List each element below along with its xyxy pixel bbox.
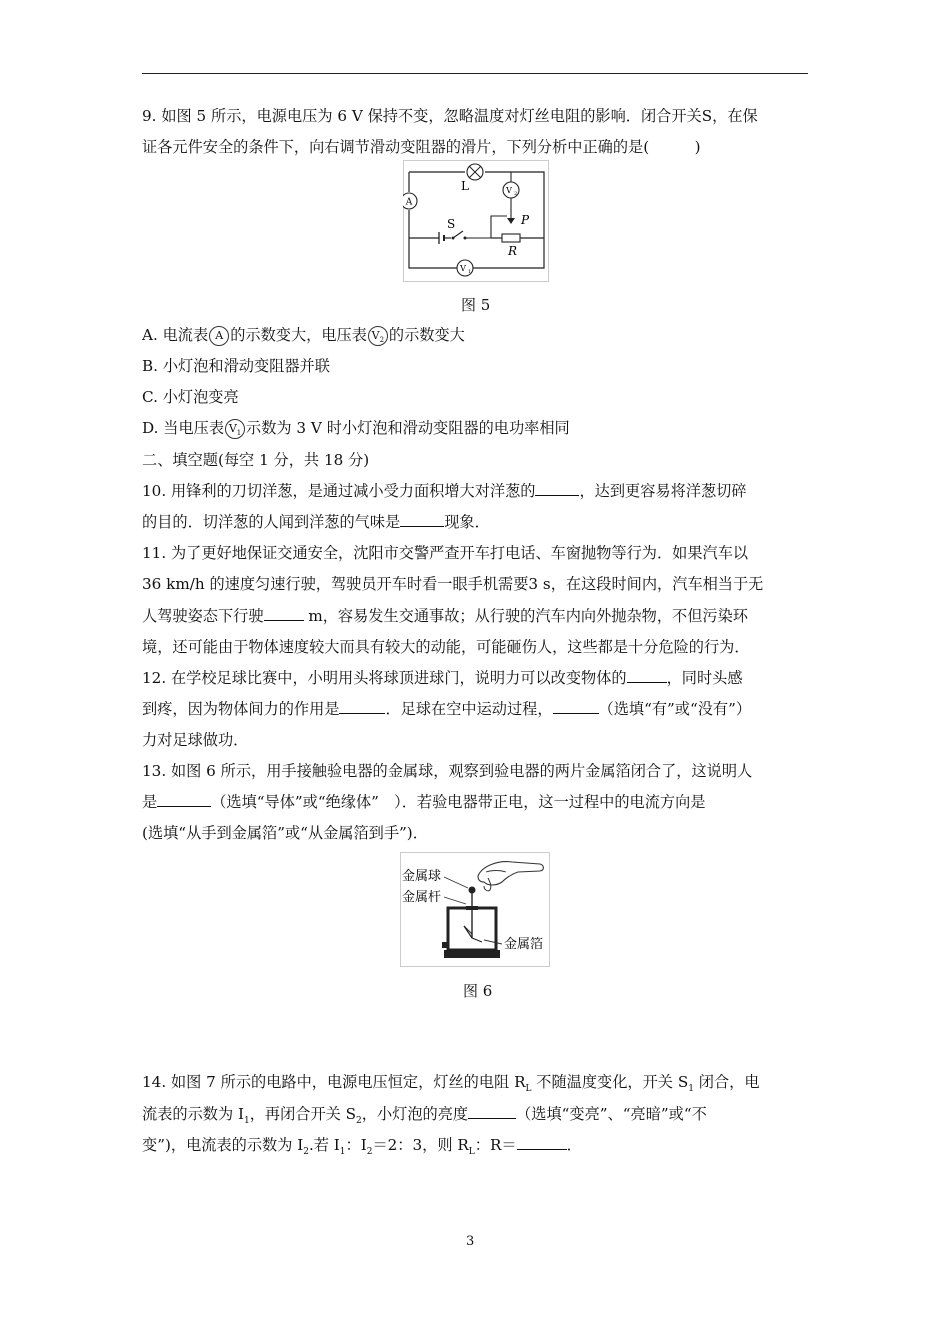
figure-6-electroscope: [400, 852, 550, 967]
svg-text:金属球: 金属球: [402, 869, 442, 884]
svg-text:R: R: [508, 244, 518, 258]
q9-option-b: B. 小灯泡和滑动变阻器并联: [142, 357, 330, 375]
figure-6-caption: 图 6: [463, 982, 493, 1000]
hand-icon: [478, 862, 543, 885]
answer-blank[interactable]: [400, 512, 444, 527]
q12-line2: 到疼，因为物体间力的作用是 ．足球在空中运动过程， （选填“有”或“没有”）: [142, 700, 752, 718]
svg-text:金属箔: 金属箔: [504, 937, 544, 952]
q11-line2: 36 km/h 的速度匀速行驶，驾驶员开车时看一眼手机需要3 s，在这段时间内，汽车相当于无: [142, 575, 764, 593]
q11-line3: 人驾驶姿态下行驶 m，容易发生交通事故；从行驶的汽车内向外抛杂物，不但污染环: [142, 607, 748, 625]
q9-option-a: A. 电流表 A 的示数变大，电压表 $V_2$ 的示数变大: [142, 326, 465, 345]
answer-blank[interactable]: [468, 1104, 516, 1119]
svg-text:P: P: [521, 213, 530, 227]
figure-5-caption: 图 5: [461, 296, 491, 314]
svg-text:V: V: [506, 186, 512, 195]
svg-text:A: A: [405, 197, 413, 208]
voltmeter-v1-icon: $V_1$: [225, 419, 245, 439]
svg-text:S: S: [447, 217, 456, 231]
q13-line2: 是 （选填“导体”或“绝缘体” ）．若验电器带正电，这一过程中的电流方向是: [142, 793, 706, 811]
answer-blank[interactable]: [517, 1135, 567, 1150]
q14-line3: 变”)，电流表的示数为 $I_2$.若 $I_1$：$I_2=2$：3，则 $R_L$：R＝ ．: [142, 1136, 582, 1158]
q13-line1: 13. 如图 6 所示，用手接触验电器的金属球，观察到验电器的两片金属箔闭合了，这说明人: [142, 762, 753, 780]
header-rule: [142, 73, 808, 74]
svg-text:1: 1: [468, 269, 472, 275]
answer-blank[interactable]: [264, 606, 304, 621]
q14-line2: 流表的示数为 $I_1$，再闭合开关 $S_2$，小灯泡的亮度 （选填“变亮”、“亮暗”或“不: [142, 1105, 707, 1127]
q10-line1: 10. 用锋利的刀切洋葱，是通过减小受力面积增大对洋葱的 ，达到更容易将洋葱切碎: [142, 482, 747, 500]
answer-blank[interactable]: [535, 481, 579, 496]
q12-line3: 力对足球做功．: [142, 731, 249, 749]
svg-text:V: V: [460, 264, 466, 273]
q11-line4: 境，还可能由于物体速度较大而具有较大的动能，可能砸伤人，这些都是十分危险的行为．: [142, 638, 750, 656]
q11-line1: 11. 为了更好地保证交通安全，沈阳市交警严查开车打电话、车窗抛物等行为．如果汽车以: [142, 544, 749, 562]
q14-line1: 14. 如图 7 所示的电路中，电源电压恒定，灯丝的电阻 $R_L$ 不随温度变化，开关 $S_1$ 闭合，电: [142, 1073, 760, 1095]
q13-line3: (选填“从手到金属箔”或“从金属箔到手”)．: [142, 824, 428, 842]
svg-text:2: 2: [514, 191, 518, 197]
page-number: 3: [466, 1234, 475, 1249]
rheostat-symbol: [502, 234, 520, 242]
q9-line2: 证各元件安全的条件下，向右调节滑动变阻器的滑片，下列分析中正确的是( ): [142, 138, 701, 156]
ammeter-icon: A: [209, 326, 229, 346]
q12-line1: 12. 在学校足球比赛中，小明用头将球顶进球门，说明力可以改变物体的 ，同时头感: [142, 669, 743, 687]
section-2-heading: 二、填空题(每空 1 分，共 18 分): [142, 451, 370, 469]
q9-line1: 9. 如图 5 所示，电源电压为 6 V 保持不变，忽略温度对灯丝电阻的影响．闭合开关S，在保: [142, 107, 758, 125]
svg-text:L: L: [461, 179, 469, 193]
answer-blank[interactable]: [339, 699, 385, 714]
figure-5-circuit: [403, 160, 549, 282]
answer-blank[interactable]: [553, 699, 599, 714]
q9-option-d: D. 当电压表 $V_1$ 示数为 3 V 时小灯泡和滑动变阻器的电功率相同: [142, 419, 570, 438]
svg-text:金属杆: 金属杆: [402, 890, 442, 905]
voltmeter-v2-icon: $V_2$: [368, 326, 388, 346]
q10-line2: 的目的．切洋葱的人闻到洋葱的气味是 现象．: [142, 513, 490, 531]
q9-option-c: C. 小灯泡变亮: [142, 388, 239, 406]
answer-blank[interactable]: [627, 668, 667, 683]
answer-blank[interactable]: [157, 792, 211, 807]
